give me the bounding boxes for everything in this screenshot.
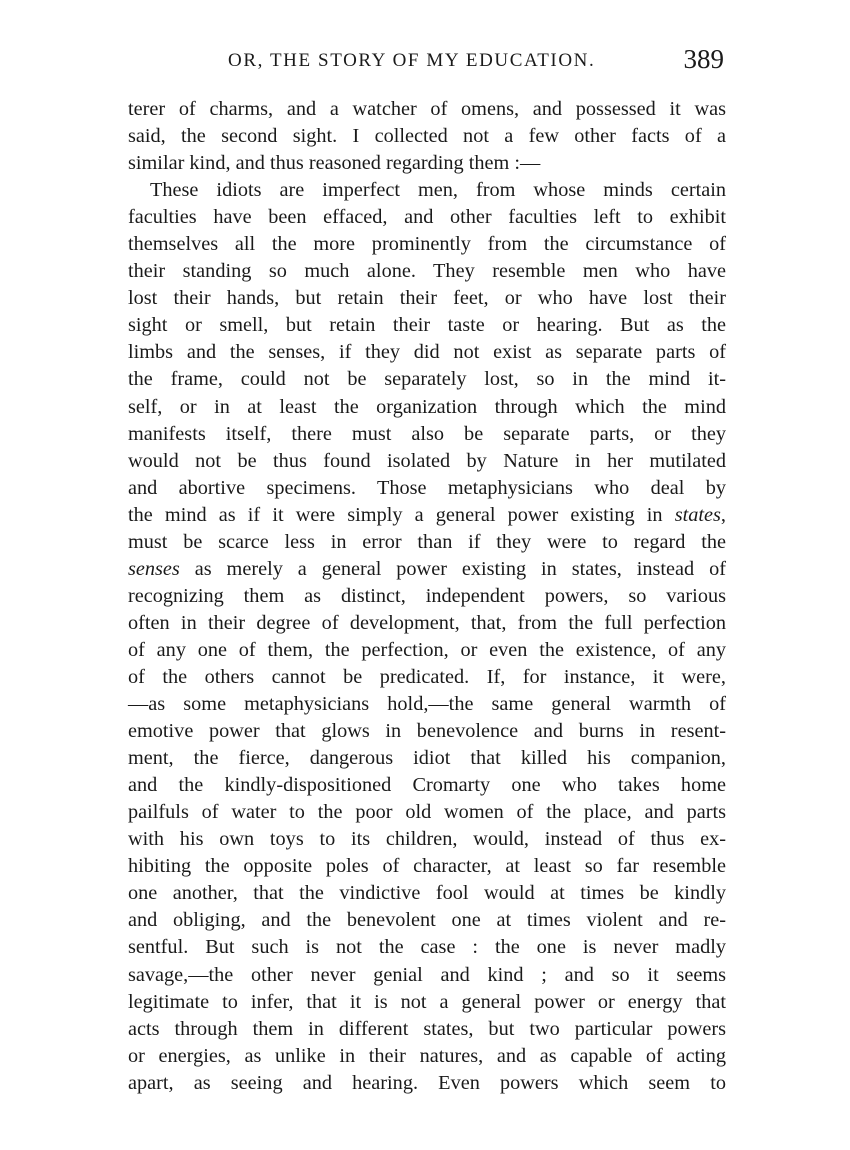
text-line: terer of charms, and a watcher of omens, and possessed it was <box>128 98 726 120</box>
text-line: recognizing them as distinct, independent powers, so various <box>128 584 726 607</box>
text-line: limbs and the senses, if they did not exist as separate parts of <box>128 341 726 364</box>
text-line <box>128 502 726 529</box>
text-line: and obliging, and the benevolent one at times violent and re- <box>128 909 726 932</box>
running-head <box>128 44 724 78</box>
text-line: emotive power that glows in benevolence and burns in resent- <box>128 720 726 743</box>
running-title: OR, THE STORY OF MY EDUCATION. <box>228 50 596 71</box>
page-number: 389 <box>683 44 724 74</box>
text-line: and abortive specimens. Those metaphysicians who deal by <box>128 476 726 499</box>
text-line: must be scarce less in error than if they were to regard the <box>128 530 726 553</box>
text-line: sentful. But such is not the case : the one is never madly <box>128 936 726 959</box>
text-line: sight or smell, but retain their taste or hearing. But as the <box>128 314 726 337</box>
text-line: would not be thus found isolated by Nature in her mutilated <box>128 449 726 472</box>
text-line: similar kind, and thus reasoned regarding them :— <box>128 152 541 175</box>
text-line: said, the second sight. I collected not a few other facts of a <box>128 125 726 148</box>
text-line: ment, the fierce, dangerous idiot that killed his companion, <box>128 747 726 770</box>
text-line: manifests itself, there must also be separate parts, or they <box>128 422 726 445</box>
text-segment: as merely a general power existing in states, instead of <box>179 557 726 580</box>
text-line: These idiots are imperfect men, from whose minds certain <box>150 179 726 202</box>
body-text <box>128 96 726 1097</box>
italic-word: senses <box>128 557 180 580</box>
text-line: of any one of them, the perfection, or even the existence, of any <box>128 638 726 661</box>
text-line: the frame, could not be separately lost, so in the mind it- <box>128 368 726 391</box>
text-line: savage,—the other never genial and kind ; and so it seems <box>128 963 726 986</box>
text-line: apart, as seeing and hearing. Even powers which seem to <box>128 1071 726 1094</box>
text-line: or energies, as unlike in their natures, and as capable of acting <box>128 1044 726 1067</box>
text-line: hibiting the opposite poles of character, at least so far resemble <box>128 855 726 878</box>
text-line: —as some metaphysicians hold,—the same general warmth of <box>128 693 726 716</box>
text-line: often in their degree of development, that, from the full perfection <box>128 611 726 634</box>
text-line: faculties have been effaced, and other faculties left to exhibit <box>128 206 726 229</box>
text-line: pailfuls of water to the poor old women of the place, and parts <box>128 801 726 824</box>
text-line: acts through them in different states, but two particular powers <box>128 1017 726 1040</box>
text-line <box>128 556 726 583</box>
text-segment: the mind as if it were simply a general power existing in <box>128 503 675 526</box>
text-line: legitimate to infer, that it is not a general power or energy that <box>128 990 726 1013</box>
text-line: their standing so much alone. They resemble men who have <box>128 260 726 283</box>
text-segment: , <box>720 503 726 526</box>
text-line: with his own toys to its children, would, instead of thus ex- <box>128 828 726 851</box>
text-line: self, or in at least the organization through which the mind <box>128 395 726 418</box>
text-line: and the kindly-dispositioned Cromarty one who takes home <box>128 774 726 797</box>
text-line: themselves all the more prominently from the circumstance of <box>128 233 726 256</box>
text-line: lost their hands, but retain their feet, or who have lost their <box>128 287 726 310</box>
italic-word: states <box>674 503 721 526</box>
text-line: one another, that the vindictive fool would at times be kindly <box>128 882 726 905</box>
text-line: of the others cannot be predicated. If, for instance, it were, <box>128 665 726 688</box>
